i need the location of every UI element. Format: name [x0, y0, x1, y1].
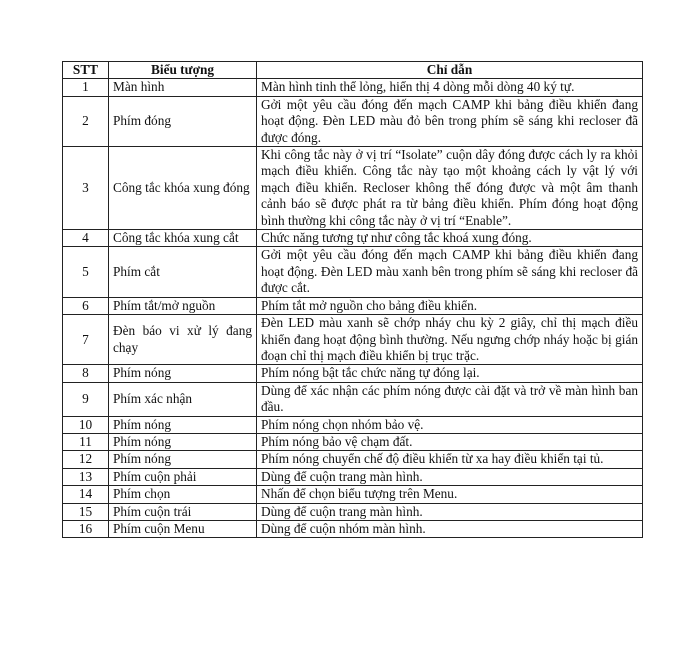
row-icon-name: Phím chọn	[109, 486, 257, 503]
header-icon: Biểu tượng	[109, 62, 257, 79]
row-guide: Phím nóng chọn nhóm bảo vệ.	[257, 416, 643, 433]
row-stt: 3	[63, 147, 109, 230]
row-icon-name: Công tắc khóa xung đóng	[109, 147, 257, 230]
table-row	[63, 147, 643, 230]
row-icon-name: Phím cắt	[109, 247, 257, 297]
instruction-table	[62, 61, 643, 538]
row-guide: Dùng để xác nhận các phím nóng được cài đặt và trở về màn hình ban đầu.	[257, 382, 643, 416]
row-stt: 14	[63, 486, 109, 503]
table-row	[63, 520, 643, 537]
table-row	[63, 451, 643, 468]
row-guide: Gởi một yêu cầu đóng đến mạch CAMP khi bảng điều khiển đang hoạt động. Đèn LED màu xanh bên trong phím sẽ sáng khi recloser đã được cắt.	[257, 247, 643, 297]
table-row	[63, 486, 643, 503]
row-guide: Nhấn để chọn biểu tượng trên Menu.	[257, 486, 643, 503]
table-row	[63, 230, 643, 247]
row-stt: 5	[63, 247, 109, 297]
row-icon-name: Phím nóng	[109, 433, 257, 450]
row-stt: 4	[63, 230, 109, 247]
row-icon-name: Phím tắt/mở nguồn	[109, 297, 257, 314]
row-stt: 6	[63, 297, 109, 314]
table-row	[63, 79, 643, 96]
header-guide: Chỉ dẫn	[257, 62, 643, 79]
row-stt: 10	[63, 416, 109, 433]
row-icon-name: Phím xác nhận	[109, 382, 257, 416]
row-stt: 2	[63, 96, 109, 146]
table-row	[63, 468, 643, 485]
row-guide: Phím nóng bật tắc chức năng tự đóng lại.	[257, 365, 643, 382]
row-icon-name: Phím cuộn trái	[109, 503, 257, 520]
table-row	[63, 315, 643, 365]
row-stt: 8	[63, 365, 109, 382]
row-icon-name: Phím nóng	[109, 365, 257, 382]
row-guide: Màn hình tinh thể lỏng, hiển thị 4 dòng mỗi dòng 40 ký tự.	[257, 79, 643, 96]
row-icon-name: Phím nóng	[109, 416, 257, 433]
row-stt: 11	[63, 433, 109, 450]
row-guide: Dùng để cuộn nhóm màn hình.	[257, 520, 643, 537]
row-guide: Khi công tắc này ở vị trí “Isolate” cuộn dây đóng được cách ly ra khỏi mạch điều khiển. Công tắc này tạo một khoảng cách ly vật lý với mạch điều khiển. Recloser không thể đóng được và một âm thanh cảnh báo sẽ được phát ra từ bảng điều khiển. Phím đóng hoạt động bình thường khi công tắc này ở vị trí “Enable”.	[257, 147, 643, 230]
row-icon-name: Đèn báo vi xử lý đang chạy	[109, 315, 257, 365]
row-icon-name: Phím cuộn Menu	[109, 520, 257, 537]
table-row	[63, 297, 643, 314]
row-stt: 16	[63, 520, 109, 537]
table-row	[63, 96, 643, 146]
row-icon-name: Màn hình	[109, 79, 257, 96]
table-row	[63, 433, 643, 450]
row-guide: Phím tắt mở nguồn cho bảng điều khiển.	[257, 297, 643, 314]
row-guide: Dùng để cuộn trang màn hình.	[257, 503, 643, 520]
table-row	[63, 365, 643, 382]
row-stt: 12	[63, 451, 109, 468]
table-row	[63, 416, 643, 433]
row-guide: Dùng để cuộn trang màn hình.	[257, 468, 643, 485]
table-row	[63, 247, 643, 297]
row-guide: Chức năng tương tự như công tắc khoá xung đóng.	[257, 230, 643, 247]
table-row	[63, 503, 643, 520]
table-header-row	[63, 62, 643, 79]
row-stt: 7	[63, 315, 109, 365]
row-guide: Đèn LED màu xanh sẽ chớp nháy chu kỳ 2 giây, chỉ thị mạch điều khiển đang hoạt động bình thường. Nếu ngưng chớp nháy hoặc bị gián đoạn chỉ thị mạch điều khiển bị trục trặc.	[257, 315, 643, 365]
row-icon-name: Phím nóng	[109, 451, 257, 468]
row-stt: 15	[63, 503, 109, 520]
row-guide: Phím nóng bảo vệ chạm đất.	[257, 433, 643, 450]
row-guide: Gởi một yêu cầu đóng đến mạch CAMP khi bảng điều khiển đang hoạt động. Đèn LED màu đỏ bên trong phím sẽ sáng khi recloser đã được đóng.	[257, 96, 643, 146]
row-icon-name: Phím cuộn phải	[109, 468, 257, 485]
header-stt: STT	[63, 62, 109, 79]
row-stt: 1	[63, 79, 109, 96]
table-row	[63, 382, 643, 416]
row-icon-name: Công tắc khóa xung cắt	[109, 230, 257, 247]
row-guide: Phím nóng chuyển chế độ điều khiển từ xa hay điều khiển tại tủ.	[257, 451, 643, 468]
row-stt: 13	[63, 468, 109, 485]
row-icon-name: Phím đóng	[109, 96, 257, 146]
row-stt: 9	[63, 382, 109, 416]
